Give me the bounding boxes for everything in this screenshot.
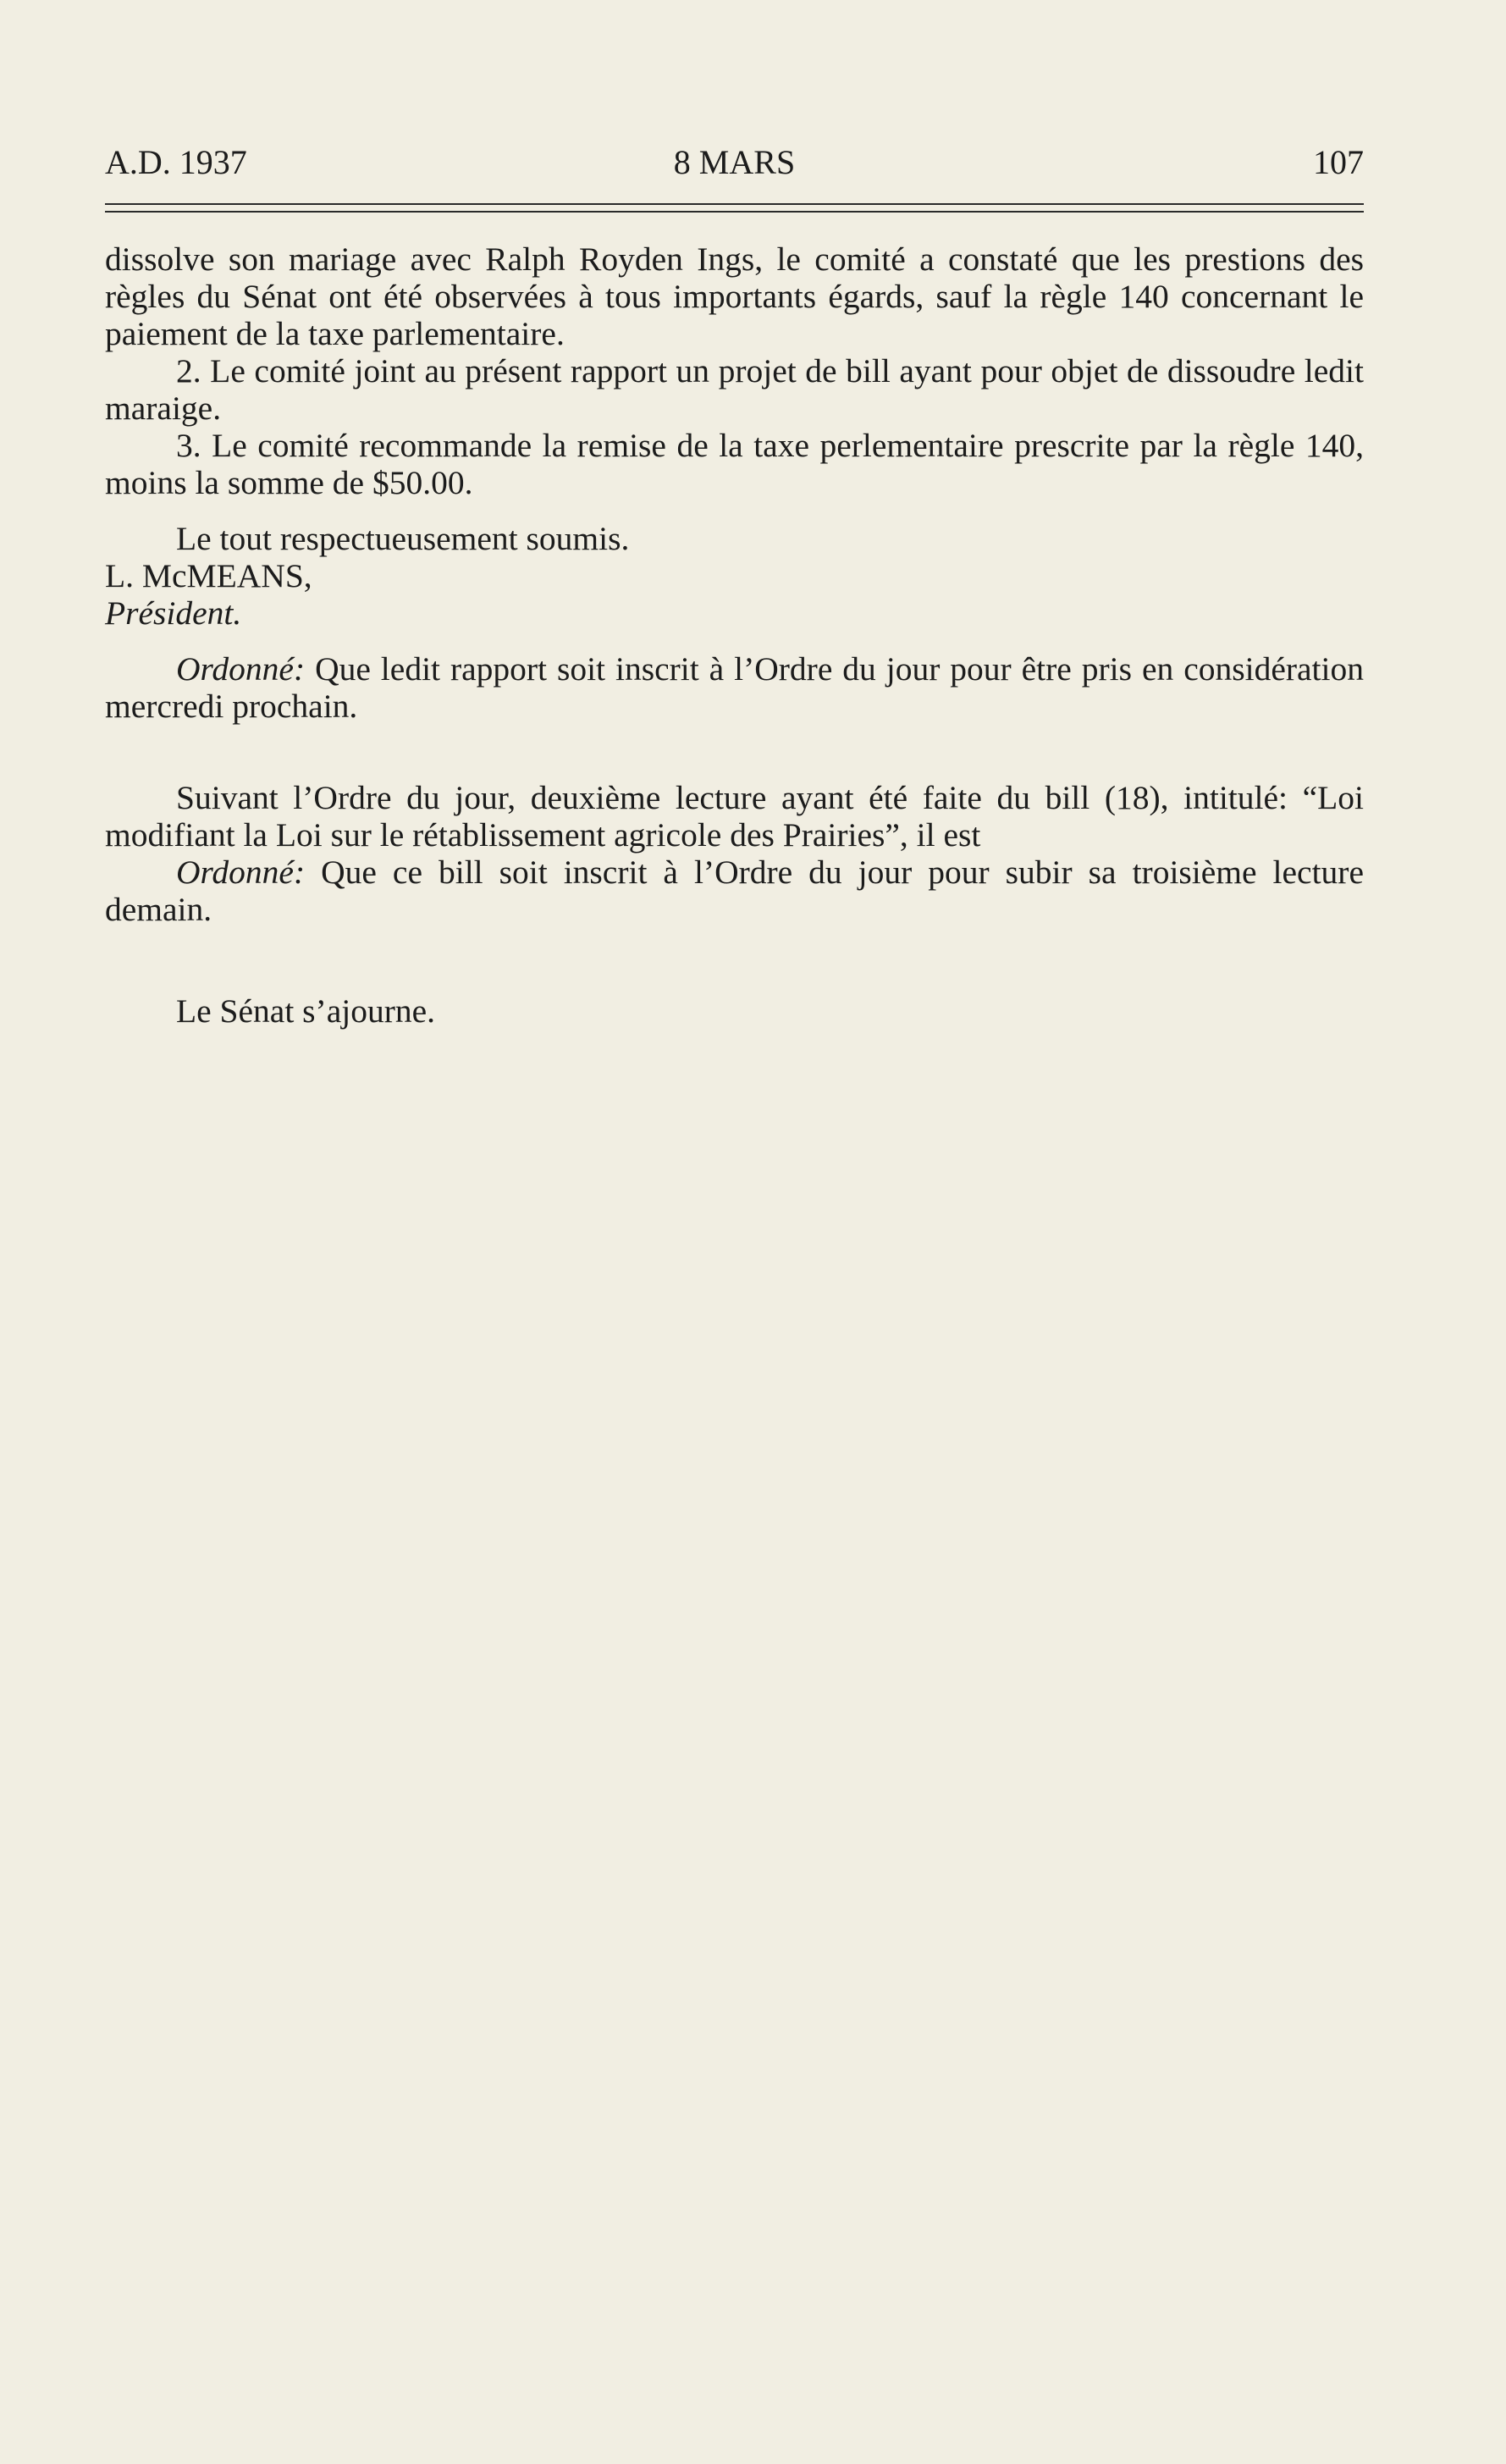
adjournment: Le Sénat s’ajourne. [176,992,436,1030]
page-body [105,240,1364,1030]
report-paragraph-2: 2. Le comité joint au présent rapport un projet de bill ayant pour objet de dissoudre ledit maraige. [105,352,1364,427]
signatory-title: Président. [105,594,242,632]
order-label: Ordonné: [176,650,306,688]
order-paragraph-2 [105,854,1364,928]
header-rule-bottom [105,211,1364,213]
report-paragraph-1: dissolve son mariage avec Ralph Royden Ings, le comité a constaté que les prestions des règles du Sénat ont été observées à tous importants égards, sauf la règle 140 concernant le paiement de la taxe parlementaire. [105,240,1364,352]
report-closing: Le tout respectueusement soumis. [176,520,630,557]
bill-reading-paragraph: Suivant l’Ordre du jour, deuxième lecture ayant été faite du bill (18), intitulé: “Loi modifiant la Loi sur le rétablissement agricole des Prairies”, il est [105,779,1364,854]
signatory-name: L. McMEANS, [105,557,312,594]
header-date: 8 MARS [673,143,796,181]
order-text: Que ledit rapport soit inscrit à l’Ordre du jour pour être pris en considération mercredi prochain. [105,650,1364,725]
report-paragraph-3: 3. Le comité recommande la remise de la taxe perlementaire prescrite par la règle 140, moins la somme de $50.00. [105,427,1364,501]
page-number: 107 [1313,143,1364,181]
header-rule-top [105,203,1364,205]
order-text: Que ce bill soit inscrit à l’Ordre du jour pour subir sa troisième lecture demain. [105,854,1364,928]
header-year: A.D. 1937 [105,143,247,181]
order-label: Ordonné: [176,854,306,891]
order-paragraph-1 [105,650,1364,725]
running-header [105,142,1364,185]
